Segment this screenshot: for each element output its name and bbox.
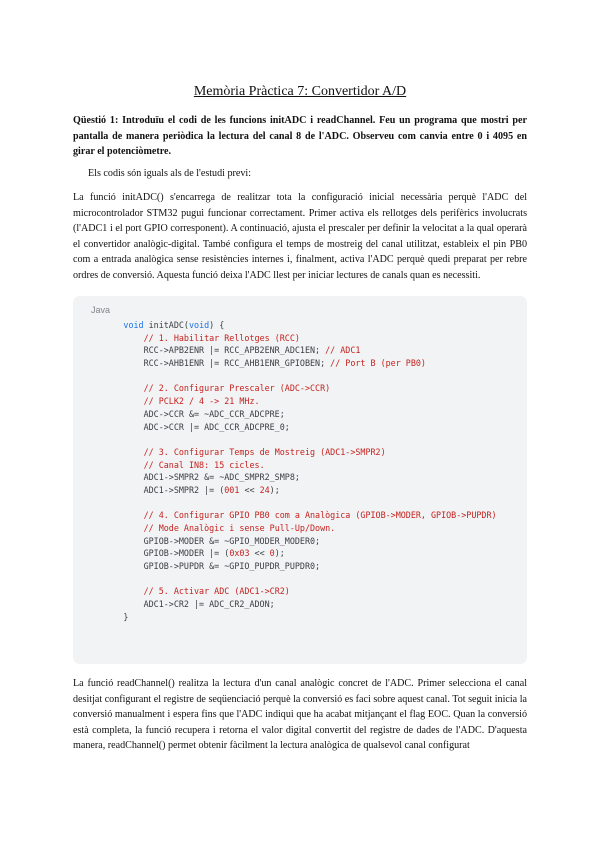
code-line: // 5. Activar ADC (ADC1->CR2) — [143, 586, 290, 597]
code-line: // 2. Configurar Prescaler (ADC->CCR) — [143, 383, 331, 394]
code-block — [73, 296, 527, 664]
code-line: ADC1->SMPR2 |= (001 << 24); — [73, 484, 280, 495]
intro-text: Els codis són iguals als de l'estudi previ: — [88, 168, 252, 179]
code-line: RCC->APB2ENR |= RCC_APB2ENR_ADC1EN; // ADC1 — [73, 345, 361, 356]
code-line: // Canal IN8: 15 cicles. — [143, 459, 265, 470]
code-line: GPIOB->MODER &= ~GPIO_MODER_MODER0; — [73, 535, 321, 546]
code-line: ADC->CCR &= ~ADC_CCR_ADCPRE; — [73, 408, 285, 419]
paragraph-readchannel: La funció readChannel() realitza la lectura d'un canal analògic concret de l'ADC. Primer selecciona el canal desitjat configurant el registre de seqüenciació perquè la conversió es faci sobre aquest canal. Tot seguit inicia la conversió manualment i espera fins que l'ADC indiqui que ha acabat mitjançant el flag EOC. Quan la conversió està completa, la funció recupera i retorna el valor digital convertit del registre de dades de l'ADC. D'aquesta manera, readChannel() permet obtenir fàcilment la lectura analògica de qualsevol canal configurat — [73, 678, 527, 752]
code-line: RCC->AHB1ENR |= RCC_AHB1ENR_GPIOBEN; // Port B (per PB0) — [73, 358, 426, 369]
code-line: // 3. Configurar Temps de Mostreig (ADC1->SMPR2) — [143, 446, 386, 457]
code-line: // PCLK2 / 4 -> 21 MHz. — [143, 396, 260, 407]
code-line: } — [73, 611, 129, 622]
code-line: ADC->CCR |= ADC_CCR_ADCPRE_0; — [73, 421, 290, 432]
paragraph-initadc: La funció initADC() s'encarrega de realitzar tota la configuració inicial necessària perquè l'ADC del microcontrolador STM32 pugui funcionar correctament. Primer activa els rellotges dels perifèrics involucrats (l'ADC1 i el port GPIO corresponent). A continuació, ajusta el prescaler per definir la velocitat a la qual operarà el convertidor analògic-digital. També configura el temps de mostreig del canal utilitzat, estableix el pin PB0 com a entrada analògica sense resistències internes i, finalment, activa l'ADC perquè quedi preparat per rebre ordres de conversió. Aquesta funció deixa l'ADC llest per iniciar lectures de canals quan es necessiti. — [73, 192, 527, 281]
code-language-label: Java — [91, 305, 111, 315]
question-text: Qüestió 1: Introduïu el codi de les funcions initADC i readChannel. Feu un programa que mostri per pantalla de manera periòdica la lectura del canal 8 de l'ADC. Observeu com canvia entre 0 i 4095 en girar el potenciòmetre. — [73, 115, 527, 158]
code-line: ADC1->CR2 |= ADC_CR2_ADON; — [73, 599, 275, 610]
code-line: ADC1->SMPR2 &= ~ADC_SMPR2_SMP8; — [73, 472, 300, 483]
code-line: GPIOB->PUPDR &= ~GPIO_PUPDR_PUPDR0; — [73, 561, 321, 572]
code-line: // Mode Analògic i sense Pull-Up/Down. — [143, 523, 336, 533]
code-line: void initADC(void) { — [123, 320, 225, 330]
code-line: GPIOB->MODER |= (0x03 << 0); — [73, 548, 285, 559]
code-line — [73, 433, 497, 446]
code-line — [73, 497, 497, 510]
page-title: Memòria Pràctica 7: Convertidor A/D — [193, 84, 407, 99]
code-line: // 4. Configurar GPIO PB0 com a Analògica (GPIOB->MODER, GPIOB->PUPDR) — [143, 510, 497, 521]
code-line — [73, 573, 497, 586]
code-line: // 1. Habilitar Rellotges (RCC) — [143, 332, 300, 343]
code-content — [73, 319, 497, 624]
code-line — [73, 370, 497, 383]
